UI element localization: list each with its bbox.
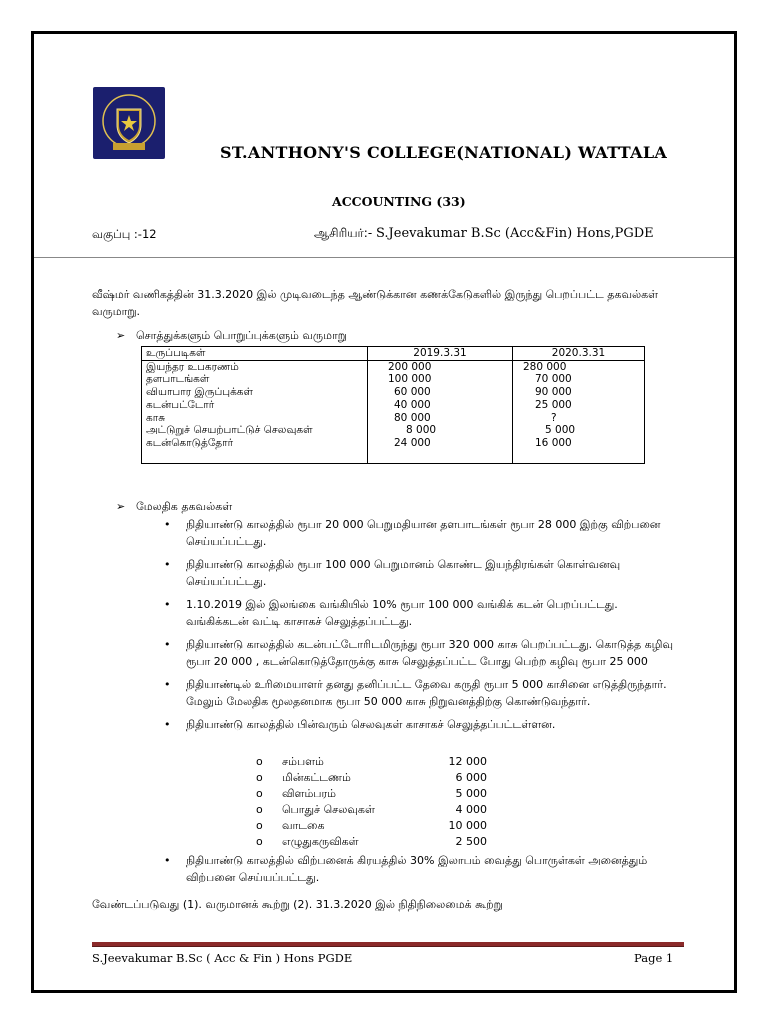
table-cell: 40 000 [394, 398, 431, 411]
table-cell: 16 000 [535, 437, 572, 450]
grade-label: வகுப்பு :-12 [92, 227, 157, 241]
table-body-row [142, 360, 645, 463]
list-item: • 1.10.2019 இல் இலங்கை வங்கியில் 10% ரூபா 100 000 வங்கிக் கடன் பெறப்பட்டது. வங்கிக்கடன் வட்டி காசாகச் செலுத்தப்பட்டது. [164, 598, 618, 628]
assets-table [141, 346, 645, 464]
table-header-row [142, 347, 645, 361]
table-cell: 100 000 [388, 373, 432, 386]
table-cell: இயந்தர உபகரணம் [146, 360, 239, 373]
circle-bullet-icon: o [256, 787, 263, 800]
list-item: o விளம்பரம் 5 000 [256, 787, 487, 800]
col-2019 [368, 360, 513, 463]
bullet-icon: • [164, 854, 171, 867]
page-number: Page 1 [634, 951, 674, 965]
college-crest-icon [97, 91, 161, 155]
table-cell: ? [551, 411, 557, 424]
circle-bullet-icon: o [256, 771, 263, 784]
table-cell: தளபாடங்கள் [146, 373, 210, 386]
table-header-items: உருப்படிகள் [142, 347, 368, 361]
col-2020 [513, 360, 645, 463]
header-divider [34, 257, 734, 258]
bullet-icon: • [164, 678, 171, 691]
section-additional-title: மேலதிக தகவல்கள் [136, 500, 233, 513]
college-name: ST.ANTHONY'S COLLEGE(NATIONAL) WATTALA [220, 143, 668, 162]
list-item: • நிதியாண்டு காலத்தில் பின்வரும் செலவுகள் காசாகச் செலுத்தப்பட்டள்ளன. [164, 718, 556, 731]
list-item: • நிதியாண்டு காலத்தில் ரூபா 20 000 பெறுமதியான தளபாடங்கள் ரூபா 28 000 இற்கு விற்பனை செய்யப்பட்டது. [164, 518, 661, 548]
teacher-name: S.Jeevakumar B.Sc (Acc&Fin) Hons,PGDE [375, 226, 654, 241]
circle-bullet-icon: o [256, 835, 263, 848]
teacher-label: ஆசிரியர்:- [314, 226, 373, 240]
intro-paragraph: வீஷ்மர் வணிகத்தின் 31.3.2020 இல் முடிவடைந்த ஆண்டுக்கான கணக்கேடுகளில் இருந்து பெறப்பட்ட தகவல்கள் வருமாறு. [92, 288, 659, 318]
college-logo [93, 87, 165, 159]
bullet-icon: • [164, 718, 171, 731]
circle-bullet-icon: o [256, 755, 263, 768]
list-item: o பொதுச் செலவுகள் 4 000 [256, 803, 487, 816]
list-item: • நிதியாண்டு காலத்தில் விற்பனைக் கிரயத்தில் 30% இலாபம் வைத்து பொருள்கள் அனைத்தும் விற்பனை செய்யப்பட்டது. [164, 854, 648, 884]
expenses-list [256, 754, 487, 850]
list-item: o சம்பளம் 12 000 [256, 755, 487, 768]
table-cell: வியாபார இருப்புக்கள் [146, 386, 253, 399]
list-item: • நிதியாண்டு காலத்தில் கடன்பட்டோரிடமிருந்து ரூபா 320 000 காசு பெறப்பட்டது. கொடுத்த கழிவு ரூபா 20 000 , கடன்கொடுத்தோருக்கு காசு செலுத்தப்பட்ட போது பெற்ற கழிவு ரூபா 25 000 [164, 638, 674, 668]
table-header-2020: 2020.3.31 [513, 347, 645, 361]
bullet-icon: • [164, 558, 171, 571]
table-header-2019: 2019.3.31 [368, 347, 513, 361]
items-column [142, 360, 368, 463]
table-cell: 280 000 [523, 360, 567, 373]
table-cell: 90 000 [535, 386, 572, 399]
table-cell: 60 000 [394, 386, 431, 399]
bullet-icon: • [164, 518, 171, 531]
table-cell: 5 000 [545, 424, 576, 437]
required-statement: வேண்டப்படுவது (1). வருமானக் கூற்று (2). 31.3.2020 இல் நிதிநிலைமைக் கூற்று [92, 898, 503, 911]
table-cell: கடன்பட்டோர் [146, 398, 215, 411]
list-item: • நிதியாண்டில் உரிமையாளர் தனது தனிப்பட்ட தேவை கருதி ரூபா 5 000 காசினை எடுத்திருந்தார். மேலும் மேலதிக மூலதனமாக ரூபா 50 000 காசு நிறுவனத்திற்கு கொண்டுவந்தார். [164, 678, 667, 708]
list-item: o எழுதுகருவிகள் 2 500 [256, 835, 487, 848]
teacher-line [314, 226, 654, 242]
table-cell: காசு [146, 411, 166, 424]
table-cell: 25 000 [535, 398, 572, 411]
table-cell: 8 000 [406, 424, 437, 437]
arrow-icon: ➢ [116, 500, 126, 513]
footer-divider [92, 942, 684, 947]
table-cell: 200 000 [388, 360, 432, 373]
bullet-icon: • [164, 598, 171, 611]
table-cell: 70 000 [535, 373, 572, 386]
list-item: • நிதியாண்டு காலத்தில் ரூபா 100 000 பெறுமானம் கொண்ட இயந்திரங்கள் கொள்வனவு செய்யப்பட்டது. [164, 558, 621, 588]
section-assets-heading [116, 329, 347, 344]
final-info-list [160, 852, 680, 892]
section-additional-heading [116, 500, 232, 515]
list-item: o வாடகை 10 000 [256, 819, 487, 832]
table-cell: 24 000 [394, 437, 431, 450]
footer-author: S.Jeevakumar B.Sc ( Acc & Fin ) Hons PGDE [92, 951, 353, 965]
subject-title: ACCOUNTING (33) [332, 194, 466, 209]
bullet-icon: • [164, 638, 171, 651]
section-assets-title: சொத்துக்களும் பொறுப்புக்களும் வருமாறு [136, 329, 347, 342]
arrow-icon: ➢ [116, 329, 126, 342]
circle-bullet-icon: o [256, 819, 263, 832]
table-cell: கடன்கொடுத்தோர் [146, 437, 234, 450]
list-item: o மின்கட்டணம் 6 000 [256, 771, 487, 784]
table-cell: 80 000 [394, 411, 431, 424]
circle-bullet-icon: o [256, 803, 263, 816]
table-cell: அட்டுறுச் செயற்பாட்டுச் செலவுகள் [146, 424, 313, 437]
additional-info-list [160, 516, 680, 739]
